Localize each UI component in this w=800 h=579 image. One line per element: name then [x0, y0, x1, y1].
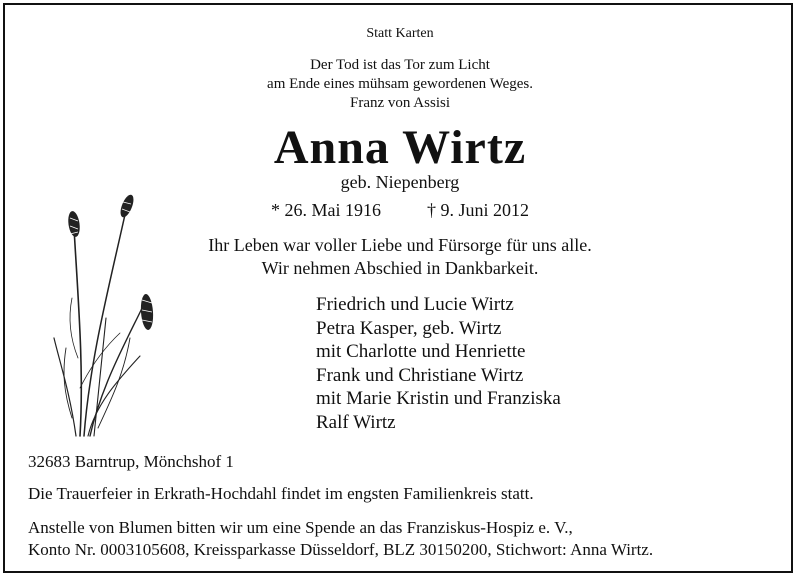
family-member: mit Marie Kristin und Franziska [316, 388, 561, 409]
quote-line: Der Tod ist das Tor zum Licht [310, 57, 490, 73]
header-text: Statt Karten [366, 26, 434, 41]
donation-info [28, 517, 653, 561]
birth-date: * 26. Mai 1916 [270, 200, 381, 220]
death-date: † 9. Juni 2012 [426, 200, 529, 220]
deceased-name: Anna Wirtz [273, 121, 527, 174]
birth-name: geb. Niepenberg [340, 172, 460, 192]
quote-author: Franz von Assisi [349, 95, 450, 111]
donation-line: Konto Nr. 0003105608, Kreissparkasse Düsseldorf, BLZ 30150200, Stichwort: Anna Wirtz. [28, 540, 654, 559]
address: 32683 Barntrup, Mönchshof 1 [28, 452, 234, 471]
family-list [316, 293, 561, 434]
donation-line: Anstelle von Blumen bitten wir um eine Spende an das Franziskus-Hospiz e. V., [28, 518, 573, 537]
quote-line: am Ende eines mühsam gewordenen Weges. [267, 76, 533, 92]
quote-block [0, 56, 800, 113]
family-member: Frank und Christiane Wirtz [316, 364, 524, 386]
family-member: Petra Kasper, geb. Wirtz [316, 317, 502, 339]
life-line: Wir nehmen Abschied in Dankbarkeit. [261, 258, 539, 278]
family-member: mit Charlotte und Henriette [316, 341, 526, 362]
life-line: Ihr Leben war voller Liebe und Fürsorge für uns alle. [208, 235, 592, 255]
family-member: Friedrich und Lucie Wirtz [316, 294, 514, 315]
funeral-info: Die Trauerfeier in Erkrath-Hochdahl findet im engsten Familienkreis statt. [28, 484, 534, 503]
wheat-icon [50, 188, 170, 438]
family-member: Ralf Wirtz [316, 411, 396, 433]
